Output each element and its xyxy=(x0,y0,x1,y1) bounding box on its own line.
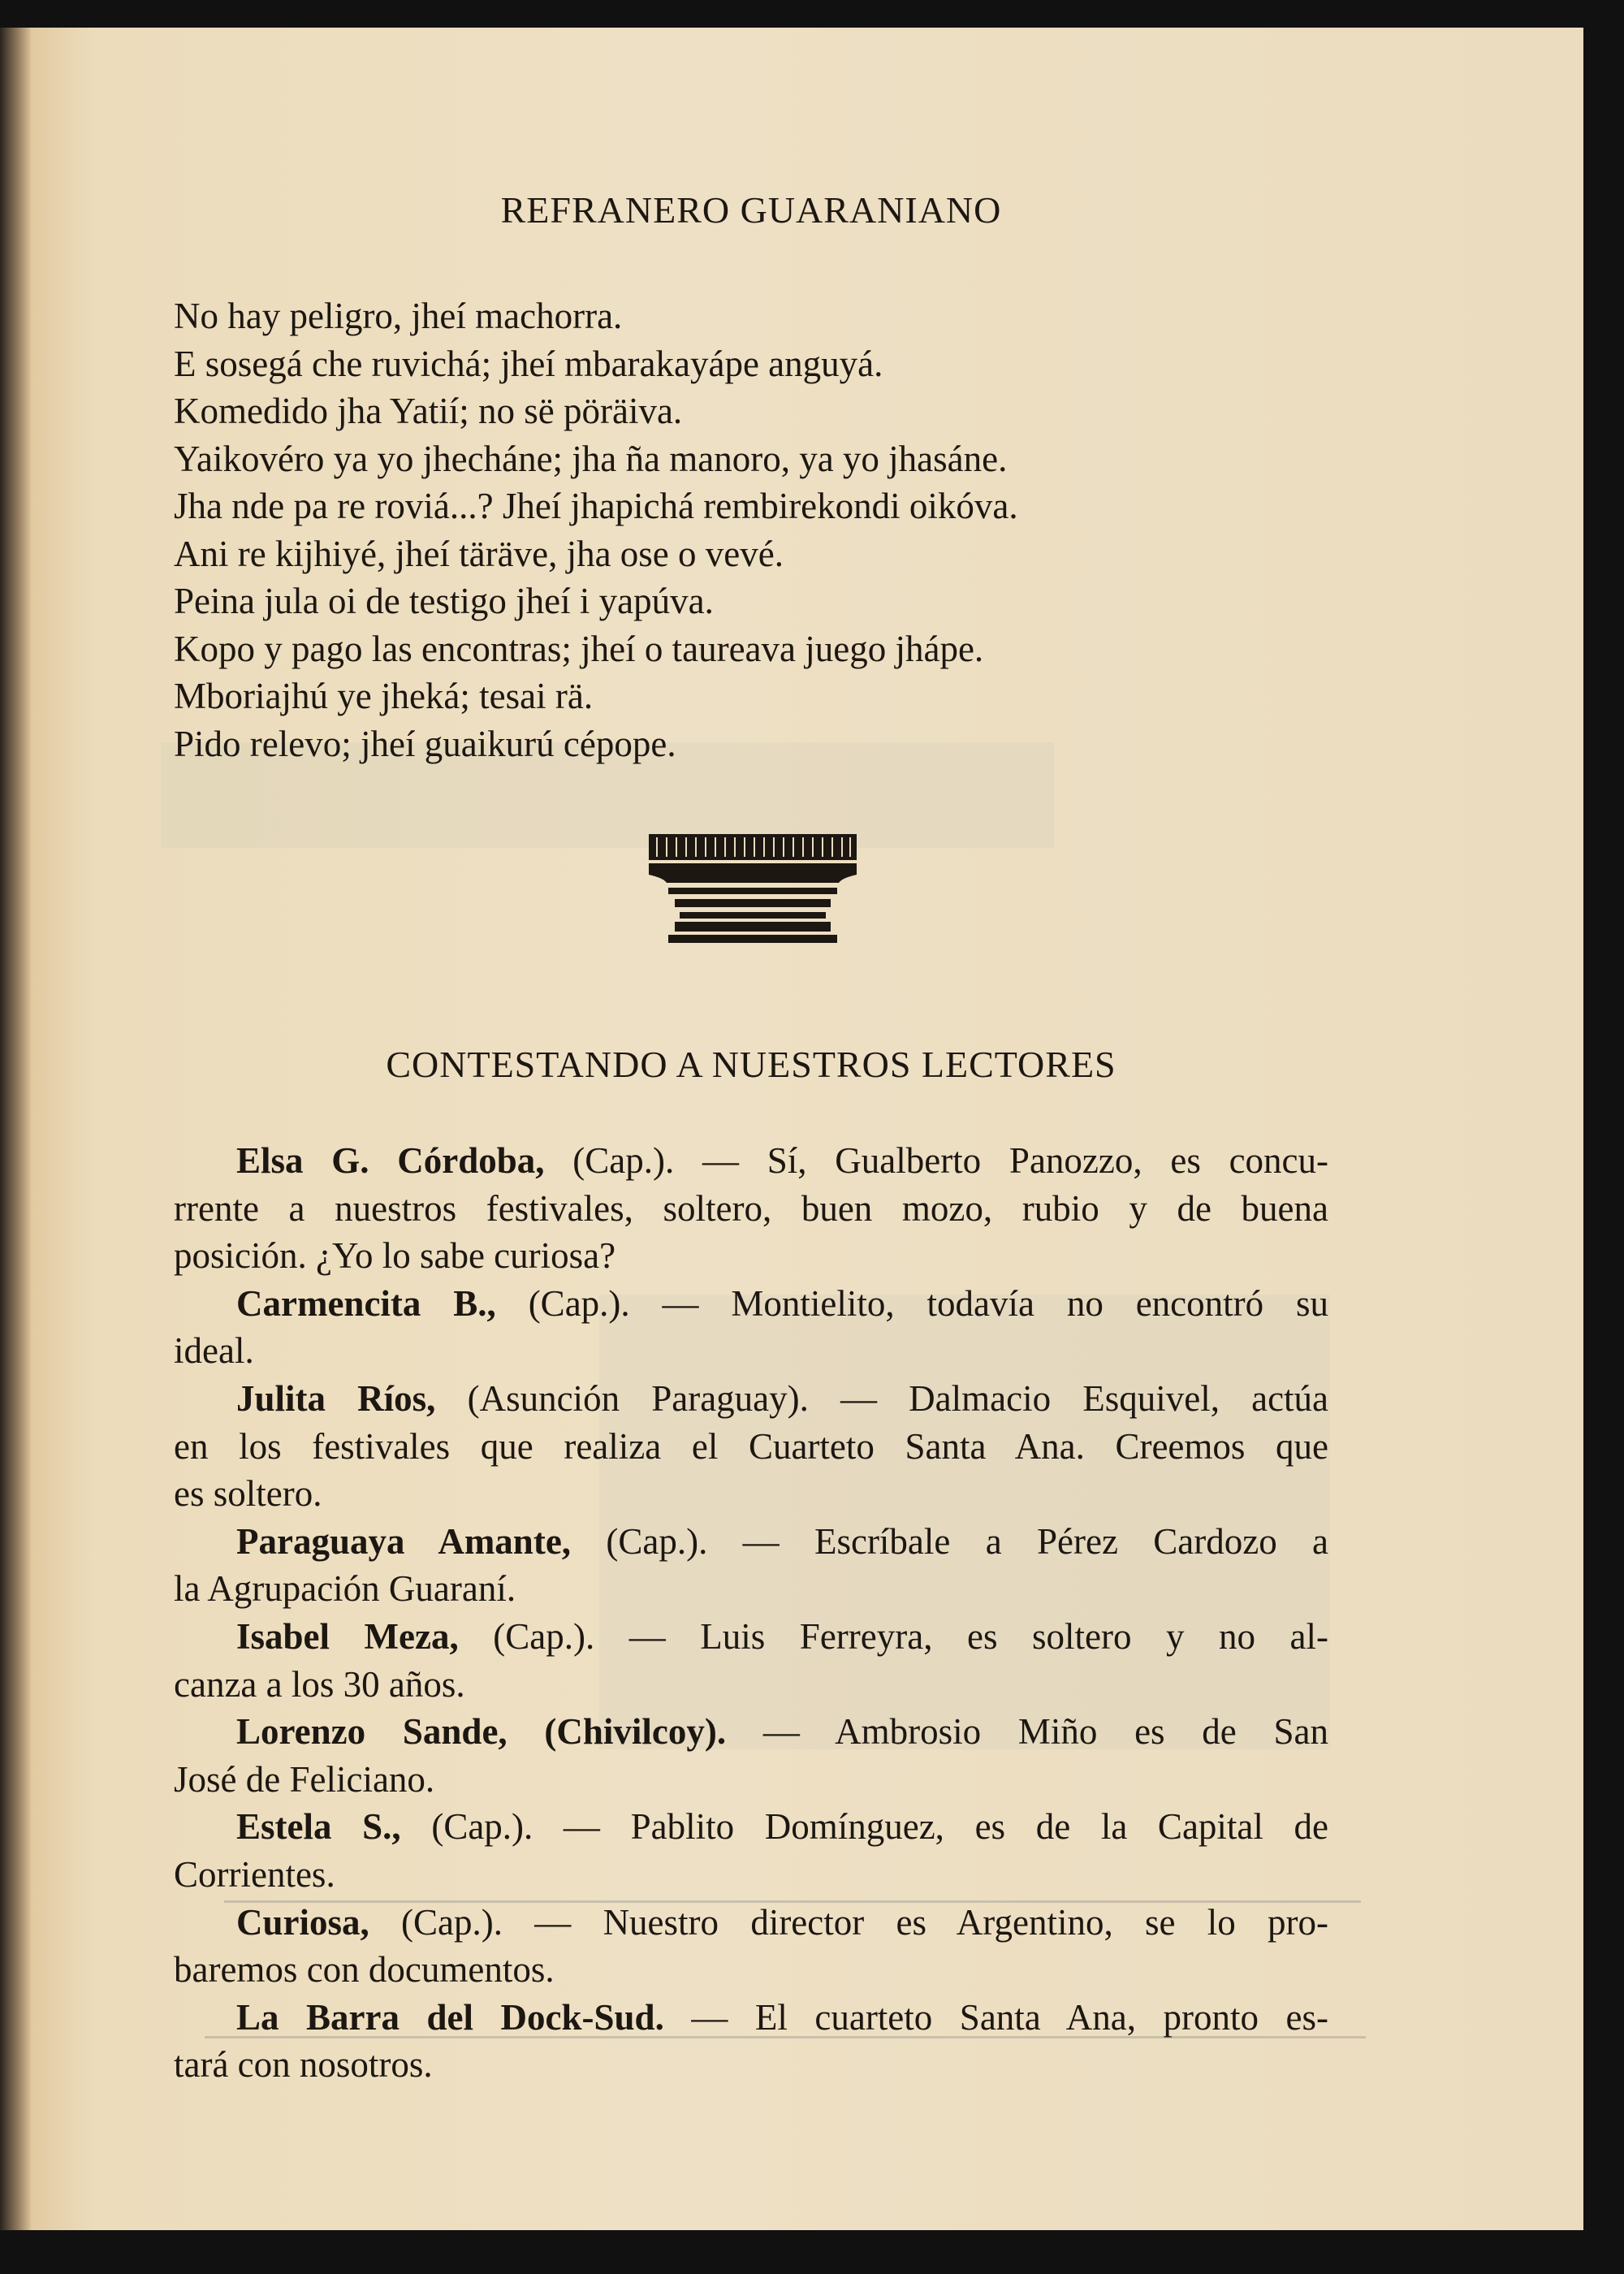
answer-line: Corrientes. xyxy=(174,1853,335,1895)
proverb-line: Komedido jha Yatií; no së pöräiva. xyxy=(174,391,683,431)
answer-line: José de Feliciano. xyxy=(174,1758,435,1800)
answer-line: ideal. xyxy=(174,1330,254,1372)
proverb-line: Peina jula oi de testigo jheí i yapúva. xyxy=(174,581,714,621)
reader-name: Isabel Meza, xyxy=(236,1615,459,1657)
proverb-line: No hay peligro, jheí machorra. xyxy=(174,296,623,336)
answer-entry xyxy=(174,1613,1328,1708)
reader-name: Julita Ríos, xyxy=(236,1377,436,1419)
answer-first-line xyxy=(174,1899,1328,1947)
reader-name: Lorenzo Sande, (Chivilcoy). xyxy=(236,1711,727,1753)
answer-text: (Cap.). — Montielito, todavía no encontró su xyxy=(528,1282,1329,1324)
proverb-line: Ani re kijhiyé, jheí täräve, jha ose o vevé. xyxy=(174,533,784,574)
reader-answers xyxy=(174,1137,1328,2089)
answer-line: posición. ¿Yo lo sabe curiosa? xyxy=(174,1235,616,1277)
reader-name: Paraguaya Amante, xyxy=(236,1520,572,1562)
answer-line: en los festivales que realiza el Cuarteto Santa Ana. Creemos que xyxy=(174,1425,1328,1467)
answer-text: (Asunción Paraguay). — Dalmacio Esquivel, actúa xyxy=(467,1377,1329,1419)
answer-first-line xyxy=(174,1613,1328,1661)
proverb-line: Mboriajhú ye jheká; tesai rä. xyxy=(174,676,594,716)
answer-text: — El cuarteto Santa Ana, pronto es- xyxy=(691,1996,1329,2038)
reader-name: Curiosa, xyxy=(236,1901,369,1943)
answer-first-line xyxy=(174,1994,1328,2042)
reader-name: La Barra del Dock-Sud. xyxy=(236,1996,664,2038)
answer-first-line xyxy=(174,1803,1328,1851)
answer-first-line xyxy=(174,1280,1328,1328)
proverb-line: Pido relevo; jheí guaikurú cépope. xyxy=(174,723,676,764)
proverb-line: E sosegá che ruvichá; jheí mbarakayápe anguyá. xyxy=(174,343,883,384)
answer-first-line xyxy=(174,1518,1328,1566)
answer-entry xyxy=(174,1803,1328,1898)
reader-name: Estela S., xyxy=(236,1806,401,1848)
reader-name: Elsa G. Córdoba, xyxy=(236,1140,545,1181)
answer-text: (Cap.). — Sí, Gualberto Panozzo, es concu- xyxy=(572,1140,1329,1181)
proverb-line: Kopo y pago las encontras; jheí o taureava juego jhápe. xyxy=(174,628,984,669)
answer-line: tará con nosotros. xyxy=(174,2044,433,2086)
answer-first-line xyxy=(174,1708,1328,1756)
answer-entry xyxy=(174,1518,1328,1613)
answer-text: (Cap.). — Escríbale a Pérez Cardozo a xyxy=(606,1520,1328,1562)
reader-name: Carmencita B., xyxy=(236,1282,496,1324)
answer-first-line xyxy=(174,1375,1328,1423)
answer-first-line xyxy=(174,1137,1328,1185)
proverb-line: Jha nde pa re roviá...? Jheí jhapichá rembirekondi oikóva. xyxy=(174,486,1018,526)
answer-entry xyxy=(174,1899,1328,1994)
answer-entry xyxy=(174,1375,1328,1518)
answer-entry xyxy=(174,1280,1328,1375)
answer-line: es soltero. xyxy=(174,1473,322,1515)
answer-text: (Cap.). — Pablito Domínguez, es de la Capital de xyxy=(431,1806,1329,1848)
answer-entry xyxy=(174,1137,1328,1280)
answer-line: baremos con documentos. xyxy=(174,1949,555,1991)
column-capital-ornament-icon xyxy=(647,832,858,946)
page-binding-edge xyxy=(0,28,31,2230)
proverb-line: Yaikovéro ya yo jhecháne; jha ña manoro, ya yo jhasáne. xyxy=(174,438,1008,479)
answer-text: — Ambrosio Miño es de San xyxy=(762,1711,1328,1753)
answer-text: (Cap.). — Nuestro director es Argentino, se lo pro- xyxy=(401,1901,1328,1943)
section-title-contestando: CONTESTANDO A NUESTROS LECTORES xyxy=(386,1044,1116,1085)
answer-text: (Cap.). — Luis Ferreyra, es soltero y no al- xyxy=(493,1615,1329,1657)
answer-entry xyxy=(174,1994,1328,2089)
proverb-list xyxy=(174,292,1018,767)
answer-line: rrente a nuestros festivales, soltero, buen mozo, rubio y de buena xyxy=(174,1187,1328,1229)
answer-entry xyxy=(174,1708,1328,1803)
answer-line: la Agrupación Guaraní. xyxy=(174,1568,516,1610)
answer-line: canza a los 30 años. xyxy=(174,1663,465,1705)
section-title-refranero: REFRANERO GUARANIANO xyxy=(500,189,1002,231)
